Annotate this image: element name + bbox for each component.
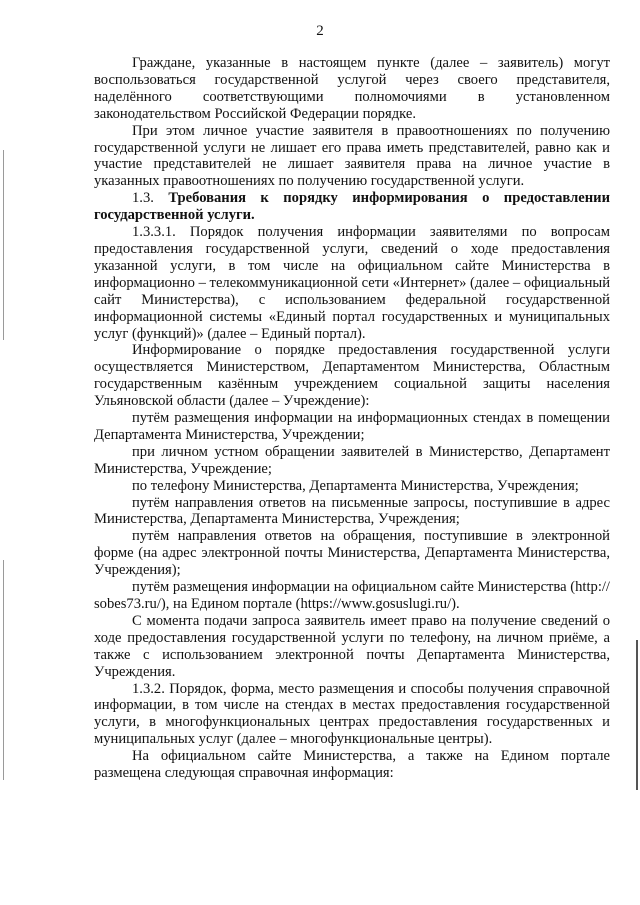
list-item-stands: путём размещения информации на информационных стендах в помещении Департамента Министерства, Учреждении; (94, 410, 610, 443)
paragraph-reference-info: На официальном сайте Министерства, а также на Едином портале размещена следующая справочная информация: (94, 748, 610, 782)
paragraph-representative: Граждане, указанные в настоящем пункте (далее – заявитель) могут воспользоваться государственной услугой через своего представителя, наделённого соответствующими полномочиями в установленном законодательством Российской Федерации порядке. (94, 55, 610, 122)
section-heading (94, 190, 610, 224)
section-heading-text: Требования к порядку информирования о предоставлении государственной услуги. (94, 190, 610, 224)
list-item-website: путём размещения информации на официальном сайте Министерства (http:// sobes73.ru/), на Едином портале (https://www.gosuslugi.ru/). (94, 579, 610, 612)
paragraph-request-status: С момента подачи запроса заявитель имеет право на получение сведений о ходе предоставления государственной услуги по телефону, на личном приёме, а также с использованием электронной почты Департамента Министерства, Учреждения. (94, 612, 610, 680)
paragraph-personal-participation: При этом личное участие заявителя в правоотношениях по получению государственной услуги не лишает его права иметь представителей, равно как и участие представителей не лишает заявителя права на личное участие в указанных правоотношениях по получению государственной услуги. (94, 122, 610, 190)
list-item-written: путём направления ответов на письменные запросы, поступившие в адрес Министерства, Департамента Министерства, Учреждения; (94, 494, 610, 528)
scan-edge-line-right (636, 640, 638, 790)
paragraph-1-3-1: 1.3.3.1. Порядок получения информации заявителями по вопросам предоставления государственной услуги, сведений о ходе предоставления указанной услуги, в том числе на официальном сайте Министерства в информационно – телекоммуникационной сети «Интернет» (далее – официальный сайт Министерства), с использованием федеральной государственной информационной системы «Единый портал государственных и муниципальных услуг (функций)» (далее – Единый портал). (94, 224, 610, 342)
scan-edge-line-left-lower (3, 560, 4, 780)
section-heading-number: 1.3. (132, 190, 154, 207)
list-item-phone: по телефону Министерства, Департамента Министерства, Учреждения; (132, 477, 579, 494)
page-number: 2 (316, 23, 324, 39)
list-item-electronic: путём направления ответов на обращения, поступившие в электронной форме (на адрес электронной почты Министерства, Департамента Министерства, Учреждения); (94, 528, 610, 579)
paragraph-informing: Информирование о порядке предоставления государственной услуги осуществляется Министерством, Департаментом Министерства, Областным государственным казённым учреждением социальной защиты населения Ульяновской области (далее – Учреждение): (94, 342, 610, 410)
list-item-oral: при личном устном обращении заявителей в Министерство, Департамент Министерства, Учреждение; (94, 443, 610, 477)
paragraph-1-3-2: 1.3.2. Порядок, форма, место размещения и способы получения справочной информации, в том числе на стендах в местах предоставления государственной услуги, в многофункциональных центрах предоставления государственных и муниципальных услуг (далее – многофункциональные центры). (94, 680, 610, 748)
scan-edge-line-left (3, 150, 4, 340)
document-body (94, 55, 610, 782)
